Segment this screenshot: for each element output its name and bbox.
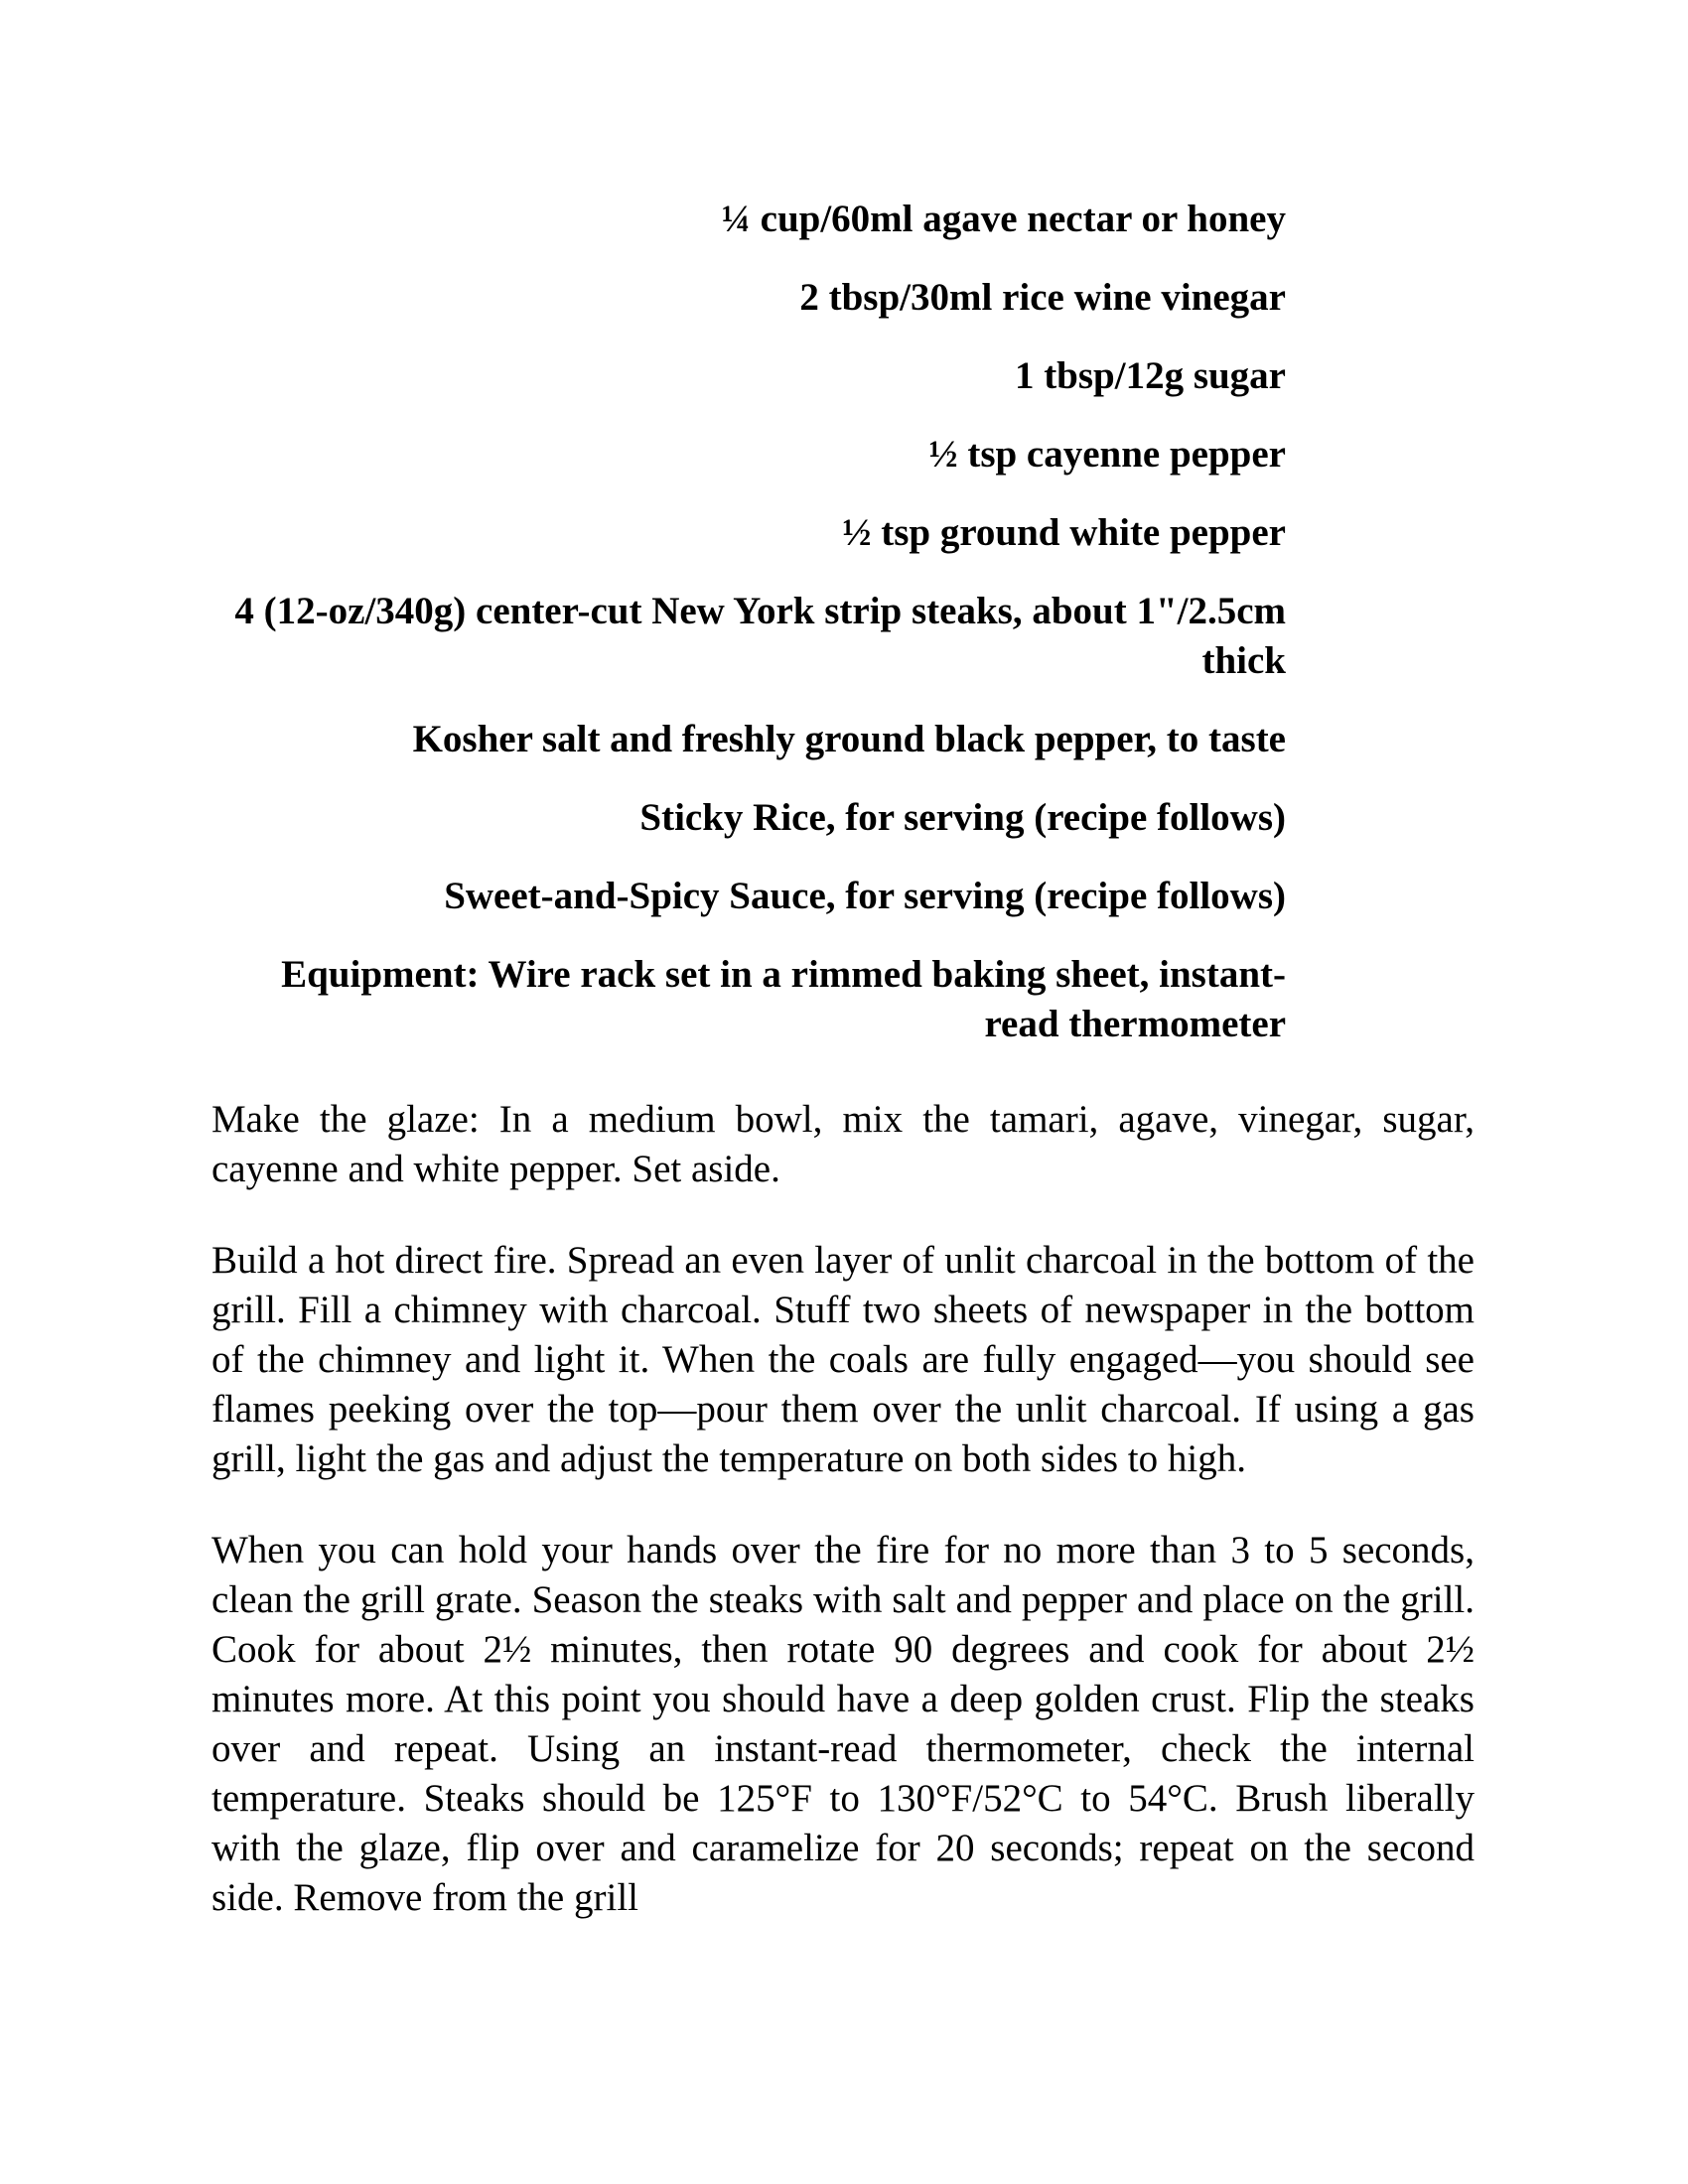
ingredient-cayenne: ½ tsp cayenne pepper — [928, 433, 1286, 476]
instruction-fire: Build a hot direct fire. Spread an even layer of unlit charcoal in the bottom of the grill. Fill a chimney with charcoal. Stuff two sheets of newspaper in the bottom of the chimney and light it. When the coals are fully engaged—you should see flames peeking over the top—pour them over the unlit charcoal. If using a gas grill, light the gas and adjust the temperature on both sides to high. — [211, 1239, 1475, 1480]
ingredient-salt-pepper: Kosher salt and freshly ground black pepper, to taste — [412, 718, 1286, 760]
ingredient-equipment: Equipment: Wire rack set in a rimmed baking sheet, instant-read thermometer — [281, 953, 1286, 1045]
ingredient-vinegar: 2 tbsp/30ml rice wine vinegar — [799, 276, 1286, 319]
instruction-grill: When you can hold your hands over the fire for no more than 3 to 5 seconds, clean the grill grate. Season the steaks with salt and pepper and place on the grill. Cook for about 2½ minutes, then rotate 90 degrees and cook for about 2½ minutes more. At this point you should have a deep golden crust. Flip the steaks over and repeat. Using an instant-read thermometer, check the internal temperature. Steaks should be 125°F to 130°F/52°C to 54°C. Brush liberally with the glaze, flip over and caramelize for 20 seconds; repeat on the second side. Remove from the grill — [211, 1529, 1475, 1919]
ingredient-sauce: Sweet-and-Spicy Sauce, for serving (recipe follows) — [444, 875, 1286, 917]
instructions — [211, 1095, 1475, 1965]
instruction-glaze: Make the glaze: In a medium bowl, mix the tamari, agave, vinegar, sugar, cayenne and white pepper. Set aside. — [211, 1098, 1475, 1190]
ingredient-steaks: 4 (12-oz/340g) center-cut New York strip steaks, about 1"/2.5cm thick — [234, 590, 1286, 682]
ingredient-list — [211, 195, 1286, 1078]
ingredient-sticky-rice: Sticky Rice, for serving (recipe follows) — [639, 796, 1286, 839]
ingredient-white-pepper: ½ tsp ground white pepper — [842, 511, 1286, 554]
ingredient-sugar: 1 tbsp/12g sugar — [1014, 354, 1286, 397]
ingredient-agave: ¼ cup/60ml agave nectar or honey — [721, 198, 1286, 240]
